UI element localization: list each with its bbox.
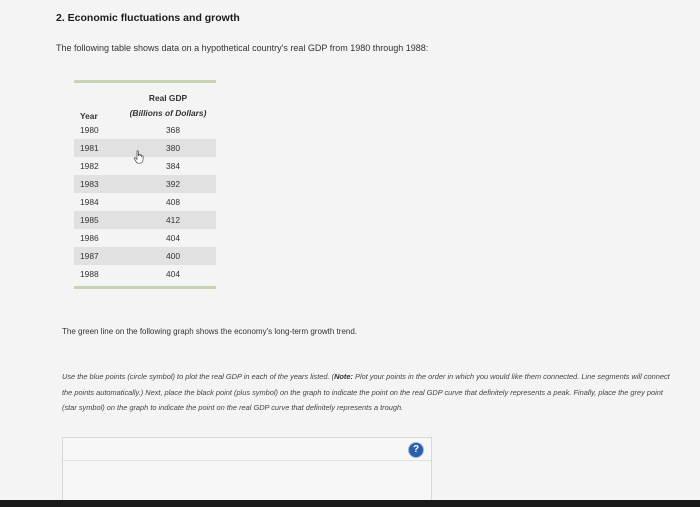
question-intro: The following table shows data on a hypothetical country's real GDP from 1980 through 1988:: [56, 43, 429, 53]
graph-note: The green line on the following graph shows the economy's long-term growth trend.: [62, 327, 358, 336]
row-year: 1987: [74, 247, 120, 265]
row-year: 1981: [74, 139, 120, 157]
graph-panel-divider: [63, 460, 431, 461]
gdp-table: [74, 80, 216, 289]
table-top-rule: [74, 80, 216, 83]
hand-pointer-icon: [133, 150, 146, 164]
row-year: 1984: [80, 197, 99, 207]
table-bottom-rule: [74, 286, 216, 289]
header-gdp-line2: (Billions of Dollars): [129, 108, 207, 118]
question-title: 2. Economic fluctuations and growth: [56, 12, 240, 24]
row-year: 1988: [80, 269, 99, 279]
table-row: [74, 121, 216, 139]
header-gdp-line1: Real GDP: [148, 93, 188, 103]
row-gdp: 412: [120, 211, 216, 229]
header-year: Year: [80, 111, 98, 121]
row-gdp: 380: [120, 139, 216, 157]
screen-bottom-bezel: [0, 500, 700, 507]
row-gdp: 400: [120, 247, 216, 265]
row-gdp: 408: [166, 197, 180, 207]
table-row: [74, 229, 216, 247]
row-year: 1985: [74, 211, 120, 229]
row-gdp: 404: [166, 233, 180, 243]
row-year: 1983: [74, 175, 120, 193]
table-row: [74, 193, 216, 211]
row-year: 1982: [80, 161, 99, 171]
row-year: 1986: [80, 233, 99, 243]
table-row: [74, 265, 216, 283]
help-icon[interactable]: ?: [408, 442, 424, 458]
instructions-part1: Use the blue points (circle symbol) to plot the real GDP in each of the years listed. (: [62, 372, 335, 381]
note-label: Note:: [334, 372, 353, 381]
table-row: [74, 175, 216, 193]
graph-panel[interactable]: [62, 437, 432, 500]
header-gdp: [120, 91, 216, 121]
table-row: [74, 247, 216, 265]
row-gdp: 404: [166, 269, 180, 279]
row-gdp: 392: [120, 175, 216, 193]
row-gdp: 368: [166, 125, 180, 135]
row-year: 1980: [80, 125, 99, 135]
instructions-part2: Plot your points in the order in which you would like them connected. Line segments will connect the points automatically.) Next, place the black point (plus symbol) on the graph to indicate the point on the real GDP curve that definitely represents a peak. Finally, place the grey point (star symbol) on the graph to indicate the point on the real GDP curve that definitely represents a trough.: [62, 372, 670, 412]
table-row: [74, 211, 216, 229]
row-gdp: 384: [166, 161, 180, 171]
instructions: [62, 369, 677, 416]
